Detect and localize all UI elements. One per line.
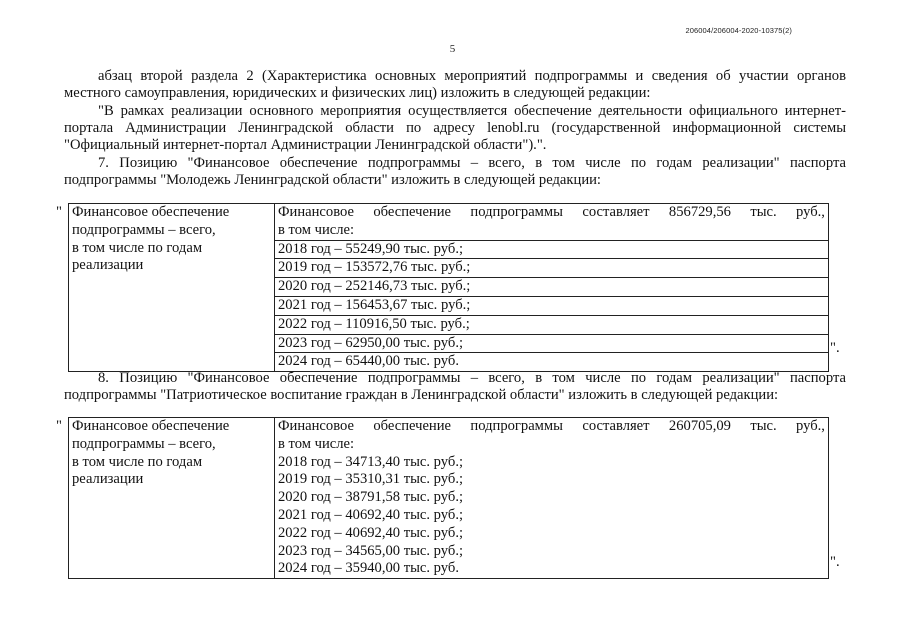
year-amount-line: 2023 год – 34565,00 тыс. руб.; <box>278 542 464 559</box>
paragraph-quote-text <box>64 103 846 154</box>
year-amount-line: 2020 год – 38791,58 тыс. руб.; <box>278 489 464 506</box>
paragraph-text: "В рамках реализации основного мероприятия осуществляется обеспечение деятельности официального интернет-портала Администрации Ленинградской области по адресу lenobl.ru (государственной информационной системы "Официальный интернет-портал Администрации Ленинградской области").". <box>64 103 846 153</box>
year-amount-line: 2021 год – 40692,40 тыс. руб.; <box>278 506 464 523</box>
year-amount-line: 2019 год – 153572,76 тыс. руб.; <box>275 259 828 278</box>
word: обеспечение <box>373 204 452 220</box>
word: руб., <box>796 204 825 220</box>
label-line: Финансовое обеспечение <box>72 204 230 220</box>
quote-close-mark: ". <box>830 554 840 570</box>
label-line: реализации <box>72 257 144 274</box>
financing-intro-line: в том числе: <box>278 435 355 452</box>
word: Финансовое <box>278 204 354 220</box>
label-line: подпрограммы – всего, <box>72 435 216 452</box>
paragraph-section2 <box>64 68 846 102</box>
word: подпрограммы <box>470 418 563 434</box>
total-amount: 856729,56 <box>668 204 731 220</box>
quote-open-mark: " <box>56 204 62 220</box>
year-amount-line: 2018 год – 34713,40 тыс. руб.; <box>278 453 464 470</box>
financing-total-line <box>275 204 828 222</box>
year-amount-line: 2023 год – 62950,00 тыс. руб.; <box>275 335 828 354</box>
paragraph-text: абзац второй раздела 2 (Характеристика основных мероприятий подпрограммы и сведения об участии органов местного самоуправления, юридических и физических лиц) изложить в следующей редакции: <box>64 68 846 101</box>
paragraph-text: 7. Позицию "Финансовое обеспечение подпрограммы – всего, в том числе по годам реализации" паспорта подпрограммы "Молодежь Ленинградской области" изложить в следующей редакции: <box>64 155 846 188</box>
paragraph-item-7 <box>64 155 846 189</box>
year-amount-line: 2019 год – 35310,31 тыс. руб.; <box>278 471 464 488</box>
year-amount-line: 2020 год – 252146,73 тыс. руб.; <box>275 278 828 297</box>
word: тыс. <box>750 418 777 434</box>
year-amount-line: 2022 год – 110916,50 тыс. руб.; <box>275 316 828 335</box>
label-line: Финансовое обеспечение <box>72 418 230 434</box>
paragraph-text: 8. Позицию "Финансовое обеспечение подпрограммы – всего, в том числе по годам реализации" паспорта подпрограммы "Патриотическое воспитание граждан в Ленинградской области" изложить в следующей редакции: <box>64 370 846 403</box>
financing-table-youth <box>68 203 829 372</box>
word: подпрограммы <box>470 204 563 220</box>
word: руб., <box>796 418 825 434</box>
financing-value-cell <box>275 204 829 372</box>
label-line: в том числе по годам <box>72 239 203 256</box>
label-line: в том числе по годам <box>72 453 203 470</box>
financing-label-cell <box>69 418 275 579</box>
year-amount-line: 2018 год – 55249,90 тыс. руб.; <box>275 241 828 260</box>
year-amount-line: 2021 год – 156453,67 тыс. руб.; <box>275 297 828 316</box>
label-line: реализации <box>72 471 144 488</box>
document-id: 206004/206004-2020-10375(2) <box>685 26 792 35</box>
financing-table-patriotic <box>68 417 829 579</box>
financing-total-line <box>275 418 828 436</box>
year-amount-line: 2024 год – 65440,00 тыс. руб. <box>278 353 459 370</box>
word: Финансовое <box>278 418 354 434</box>
total-amount: 260705,09 <box>668 418 731 434</box>
year-amount-line: 2022 год – 40692,40 тыс. руб.; <box>278 524 464 541</box>
word: обеспечение <box>373 418 452 434</box>
financing-label-cell <box>69 204 275 372</box>
year-amount-line: 2024 год – 35940,00 тыс. руб. <box>278 560 459 577</box>
paragraph-item-8 <box>64 370 846 404</box>
financing-intro-line: в том числе: <box>275 222 828 241</box>
word: тыс. <box>750 204 777 220</box>
label-line: подпрограммы – всего, <box>72 221 216 238</box>
quote-close-mark: ". <box>830 340 840 356</box>
word: составляет <box>582 418 650 434</box>
page-number: 5 <box>449 43 456 55</box>
word: составляет <box>582 204 650 220</box>
financing-value-cell <box>275 418 829 579</box>
quote-open-mark: " <box>56 418 62 434</box>
